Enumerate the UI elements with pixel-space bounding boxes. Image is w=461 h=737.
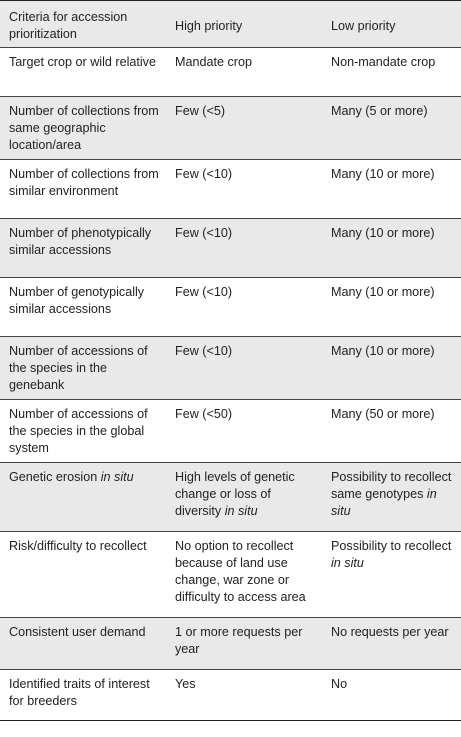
header-high-priority: High priority xyxy=(175,18,243,33)
cell-criteria: Number of phenotypically similar accessions xyxy=(9,226,152,257)
table-row xyxy=(0,400,461,463)
cell-low xyxy=(325,532,461,618)
cell-high: Few (<5) xyxy=(175,104,226,118)
table-row xyxy=(0,337,461,400)
table-row xyxy=(0,48,461,97)
cell-high: Few (<10) xyxy=(175,167,233,181)
cell-low xyxy=(325,463,461,532)
table-row xyxy=(0,532,461,618)
cell-low: Many (10 or more) xyxy=(331,167,435,181)
cell-criteria: Identified traits of interest for breeders xyxy=(9,677,150,708)
cell-low: Many (10 or more) xyxy=(331,226,435,240)
cell-criteria-italic: in situ xyxy=(100,470,134,484)
table-row xyxy=(0,618,461,670)
table-row xyxy=(0,670,461,721)
cell-low: No xyxy=(331,677,348,691)
cell-high: Few (<10) xyxy=(175,226,233,240)
table-row xyxy=(0,160,461,219)
cell-high: Few (<10) xyxy=(175,344,233,358)
header-low-priority: Low priority xyxy=(331,18,396,33)
cell-high: No option to recollect because of land use change, war zone or difficulty to access area xyxy=(175,539,306,604)
cell-criteria: Number of collections from similar environment xyxy=(9,167,159,198)
cell-criteria: Number of accessions of the species in the global system xyxy=(9,407,148,455)
table-row xyxy=(0,278,461,337)
cell-low-text: Possibility to recollect xyxy=(331,539,452,553)
cell-high: Yes xyxy=(175,677,196,691)
cell-low-italic: in situ xyxy=(331,556,364,570)
cell-criteria xyxy=(0,463,171,532)
cell-low: Non-mandate crop xyxy=(331,55,436,69)
header-criteria: Criteria for accession prioritization xyxy=(9,10,128,41)
cell-low-text: Possibility to recollect same genotypes xyxy=(331,470,452,501)
cell-criteria: Risk/difficulty to recollect xyxy=(9,539,147,553)
cell-high: Few (<50) xyxy=(175,407,233,421)
table-row xyxy=(0,219,461,278)
cell-criteria: Number of collections from same geographic location/area xyxy=(9,104,159,152)
table-header-row xyxy=(0,1,461,48)
cell-high xyxy=(171,463,325,532)
cell-criteria: Consistent user demand xyxy=(9,625,146,639)
cell-criteria: Target crop or wild relative xyxy=(9,55,156,69)
cell-criteria: Number of accessions of the species in the genebank xyxy=(9,344,148,392)
cell-low: Many (50 or more) xyxy=(331,407,435,421)
cell-low-italic: in situ xyxy=(331,487,437,518)
cell-high: 1 or more requests per year xyxy=(175,625,303,656)
cell-high: Mandate crop xyxy=(175,55,253,69)
cell-low: Many (5 or more) xyxy=(331,104,428,118)
cell-criteria: Number of genotypically similar accessions xyxy=(9,285,145,316)
table-row xyxy=(0,463,461,532)
cell-criteria-text: Genetic erosion xyxy=(9,470,101,484)
cell-high-italic: in situ xyxy=(224,504,258,518)
cell-high-text: High levels of genetic change or loss of diversity xyxy=(175,470,295,518)
cell-high: Few (<10) xyxy=(175,285,233,299)
cell-low: No requests per year xyxy=(331,625,449,639)
table-row xyxy=(0,97,461,160)
cell-low: Many (10 or more) xyxy=(331,344,435,358)
cell-low: Many (10 or more) xyxy=(331,285,435,299)
